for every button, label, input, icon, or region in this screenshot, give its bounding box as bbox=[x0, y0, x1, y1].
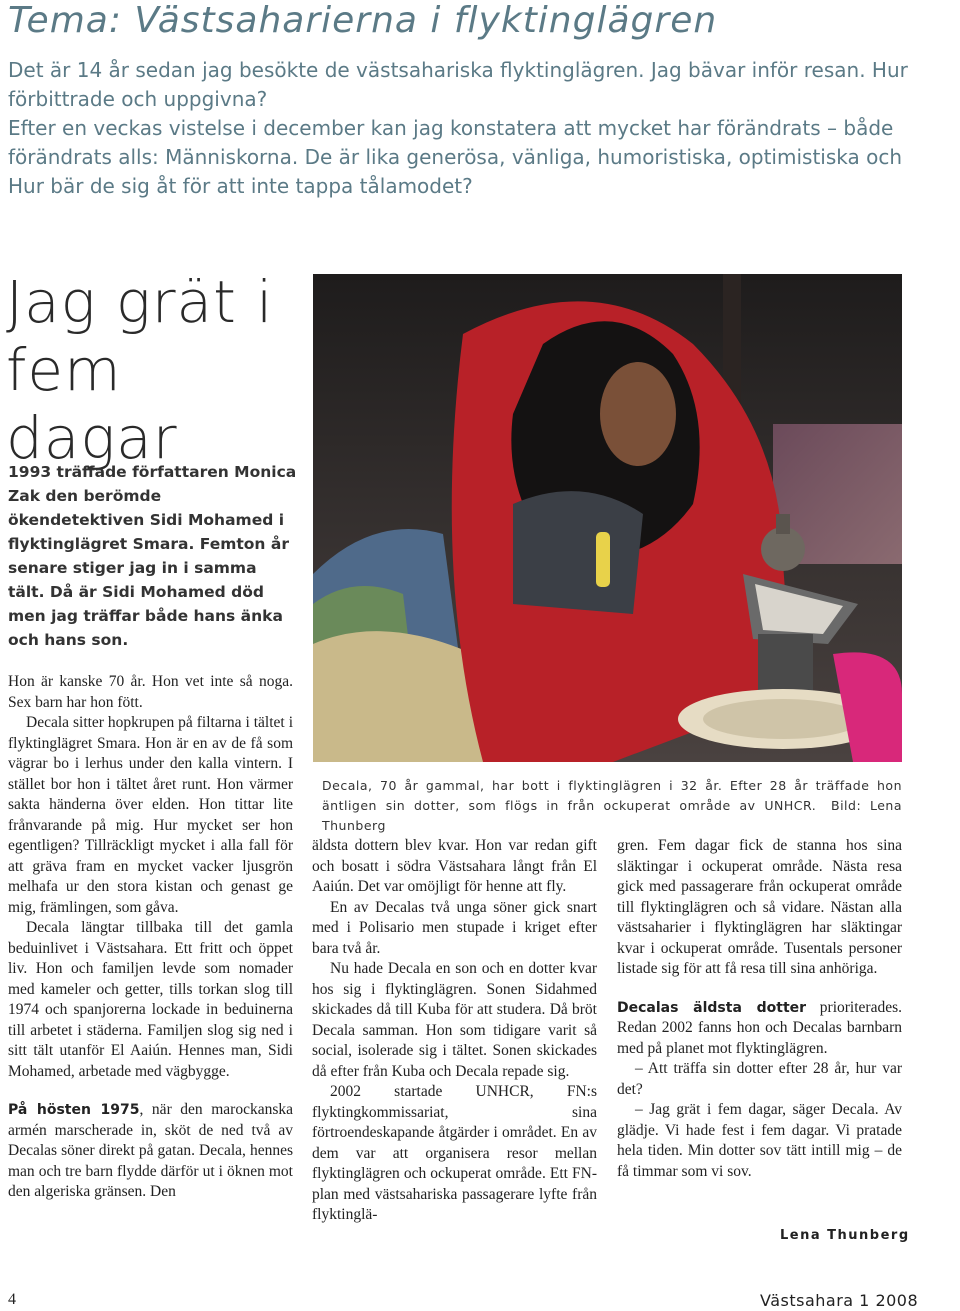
paragraph-text: prioriterades. Redan 2002 fanns hon och Decalas barnbarn med på planet mot flyktinglägren. bbox=[617, 998, 902, 1057]
lead-paragraph: 1993 träffade författaren Monica Zak den berömde ökendetektiven Sidi Mohamed i flyktinglägret Smara. Femton år senare stiger jag in i samma tält. Då är Sidi Mohamed död men jag träffar både hans änka och hans son. bbox=[8, 463, 297, 649]
paragraph bbox=[617, 998, 902, 1060]
photo-illustration bbox=[313, 274, 902, 762]
paragraph: Decala sitter hopkrupen på filtarna i tältet i flyktinglägret Smara. Hon är en av de få som vägrar bo i lerhus under den kalla vintern. I stället bor hon i tältet året runt. Hon värmer sakta händerna över elden. Hon tittar lite frånvarande på mig. Hur mycket ser hon egentligen? Tillräckligt mycket i alla fall för att gräva fram en mycket vacker ljusgrön melhafa ur den stora kistan och genast ge mig, främlingen, som gåva. bbox=[8, 714, 293, 916]
paragraph bbox=[8, 1100, 293, 1203]
paragraph: gren. Fem dagar fick de stanna hos sina släktingar i ockuperat område. Nästa resa gick med passagerare från ockuperat område till flyktinglägren och så vidare. Nästan alla västsaharier i flyktinglägren har släktingar kvar i ockuperat område. Tusentals personer listade sig för att få resa till sina anhöriga. bbox=[617, 837, 902, 977]
publication-footer: Västsahara 1 2008 bbox=[760, 1291, 919, 1310]
article-photo bbox=[313, 274, 902, 762]
body-column-1 bbox=[8, 672, 293, 1203]
paragraph: En av Decalas två unga söner gick snart med i Polisario men stupade i kriget efter bara två år. bbox=[312, 898, 597, 957]
headline-line: Jag grät i bbox=[6, 268, 274, 336]
paragraph: äldsta dottern blev kvar. Hon var redan gift och bosatt i södra Västsahara långt från El Aaiún. Det var omöjligt för henne att fly. bbox=[312, 837, 597, 895]
intro-line: förbittrade och uppgivna? bbox=[8, 87, 268, 111]
paragraph: – Jag grät i fem dagar, säger Decala. Av glädje. Vi hade fest i fem dagar. Vi pratade hela tiden. Min dotter sov tätt intill mig – de få timmar som vi sov. bbox=[617, 1101, 902, 1180]
photo-credit: Bild: Lena Thunberg bbox=[322, 798, 902, 833]
body-column-3 bbox=[617, 836, 902, 1182]
caption-text: Decala, 70 år gammal, har bott i flyktinglägren i 32 år. Efter 28 år träffade hon äntligen sin dotter, som flögs in från ockuperat område av UNHCR. bbox=[322, 778, 902, 813]
paragraph: Hon är kanske 70 år. Hon vet inte så noga. Sex barn har hon fött. bbox=[8, 673, 293, 711]
paragraph: – Att träffa sin dotter efter 28 år, hur var det? bbox=[617, 1060, 902, 1098]
paragraph-lead: Decalas äldsta dotter bbox=[617, 999, 807, 1016]
photo-caption bbox=[322, 776, 902, 836]
paragraph: Nu hade Decala en son och en dotter kvar hos sig i flyktinglägren. Sonen Sidahmed skickades då till Kuba för att studera. Då bröt Decala samman. Hon som tidigare varit så social, isolerade sig i tältet. Sonen skickades då efter från Kuba och Decala repade sig. bbox=[312, 960, 597, 1080]
author-signature: Lena Thunberg bbox=[780, 1228, 910, 1243]
headline-line: fem dagar bbox=[6, 336, 178, 472]
paragraph: Decala längtar tillbaka till det gamla beduinlivet i Västsahara. Ett fritt och öppet liv. Hon och familjen levde som nomader med kameler och getter, tills torkan slog till 1974 och spanjorerna lockade in beduinerna till arbetet i städerna. Familjen slog sig ned i sitt tält utanför El Aaiún. Hennes man, Sidi Mohamed, arbetade med vägbygge. bbox=[8, 919, 293, 1080]
article-headline bbox=[6, 268, 306, 472]
intro-line: Efter en veckas vistelse i december kan jag konstatera att mycket har förändrats – både bbox=[8, 116, 894, 140]
intro-line: förändrats alls: Människorna. De är lika generösa, vänliga, humoristiska, optimistiska och bbox=[8, 145, 903, 169]
paragraph: 2002 startade UNHCR, FN:s flyktingkommissariat, sina förtroendeskapande åtgärder i området. En av dem var att organisera resor mellan flyktinglägren och ockuperat område. Ett FN-plan med västsahariska passagerare lyfte från flyktinglä- bbox=[312, 1083, 597, 1223]
page-number: 4 bbox=[8, 1291, 16, 1308]
body-column-2 bbox=[312, 836, 597, 1226]
intro-text bbox=[8, 56, 960, 201]
paragraph-text: , när den marockanska armén marscherade in, sköt de ned två av Decalas söner direkt på gatan. Decala, hennes man och tre barn flydde därför ut i öknen mot den algeriska gränsen. Den bbox=[8, 1101, 293, 1200]
intro-line: Det är 14 år sedan jag besökte de västsahariska flyktinglägren. Jag bävar inför resan. Hur bbox=[8, 58, 908, 82]
paragraph-lead: På hösten 1975 bbox=[8, 1102, 140, 1118]
theme-title: Tema: Västsaharierna i flyktinglägren bbox=[8, 0, 718, 41]
intro-line: Hur bär de sig åt för att inte tappa tålamodet? bbox=[8, 174, 473, 198]
